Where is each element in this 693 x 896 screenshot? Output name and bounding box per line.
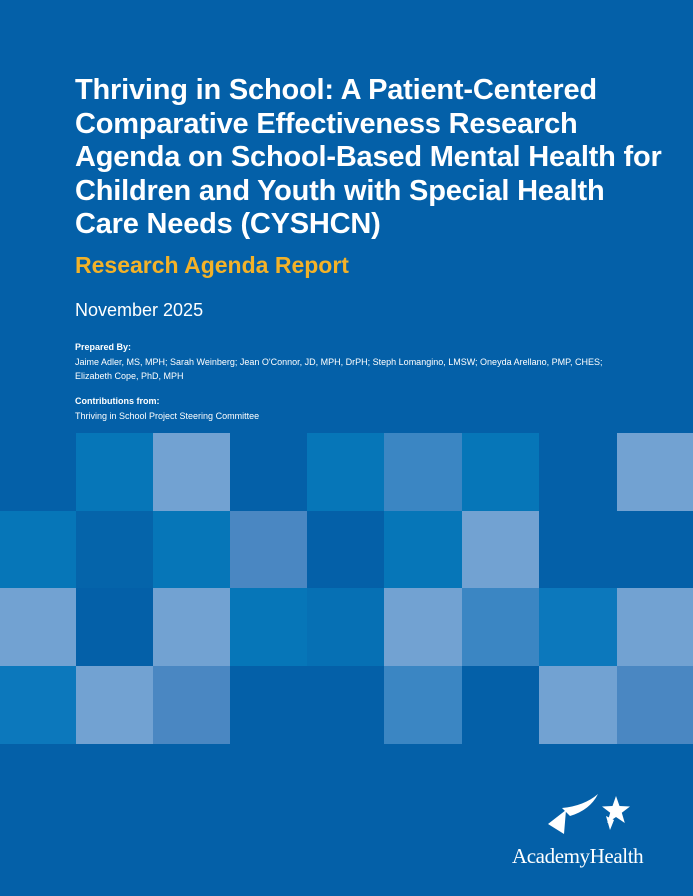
mosaic-tile — [0, 511, 76, 588]
mosaic-tile — [617, 433, 693, 511]
mosaic-tile — [153, 666, 230, 744]
mosaic-tile — [539, 588, 617, 666]
mosaic-tile — [384, 433, 462, 511]
prepared-by-heading: Prepared By: — [75, 342, 132, 352]
mosaic-tile — [76, 433, 153, 511]
decorative-tile-mosaic — [0, 433, 693, 744]
mosaic-tile — [384, 666, 462, 744]
mosaic-tile — [384, 511, 462, 588]
mosaic-tile — [76, 666, 153, 744]
publication-date: November 2025 — [75, 300, 204, 320]
mosaic-tile — [230, 511, 307, 588]
mosaic-tile — [384, 588, 462, 666]
mosaic-tile — [153, 511, 230, 588]
academyhealth-wordmark: AcademyHealth — [512, 844, 644, 868]
mosaic-tile — [462, 588, 539, 666]
academyhealth-stars-icon — [544, 790, 634, 838]
mosaic-tile — [76, 511, 153, 588]
mosaic-tile — [153, 588, 230, 666]
mosaic-tile — [539, 666, 617, 744]
report-title: Thriving in School: A Patient-Centered Comparative Effectiveness Research Agenda on School-Based Mental Health for Children and Youth with Special Health Care Needs (CYSHCN) — [75, 74, 662, 240]
mosaic-tile — [462, 511, 539, 588]
mosaic-tile — [153, 433, 230, 511]
report-subtitle: Research Agenda Report — [75, 252, 349, 278]
mosaic-tile — [617, 666, 693, 744]
mosaic-tile — [230, 588, 307, 666]
contributions-text: Thriving in School Project Steering Committee — [75, 411, 260, 421]
mosaic-tile — [0, 666, 76, 744]
mosaic-tile — [617, 588, 693, 666]
contributions-heading: Contributions from: — [75, 396, 160, 406]
prepared-by-authors: Jaime Adler, MS, MPH; Sarah Weinberg; Jean O'Connor, JD, MPH, DrPH; Steph Lomangino, LMSW; Oneyda Arellano, PMP, CHES; Elizabeth Cope, PhD, MPH — [75, 357, 603, 381]
mosaic-tile — [462, 433, 539, 511]
mosaic-tile — [307, 433, 384, 511]
academyhealth-logo — [510, 790, 670, 870]
mosaic-tile — [307, 588, 384, 666]
mosaic-tile — [0, 588, 76, 666]
